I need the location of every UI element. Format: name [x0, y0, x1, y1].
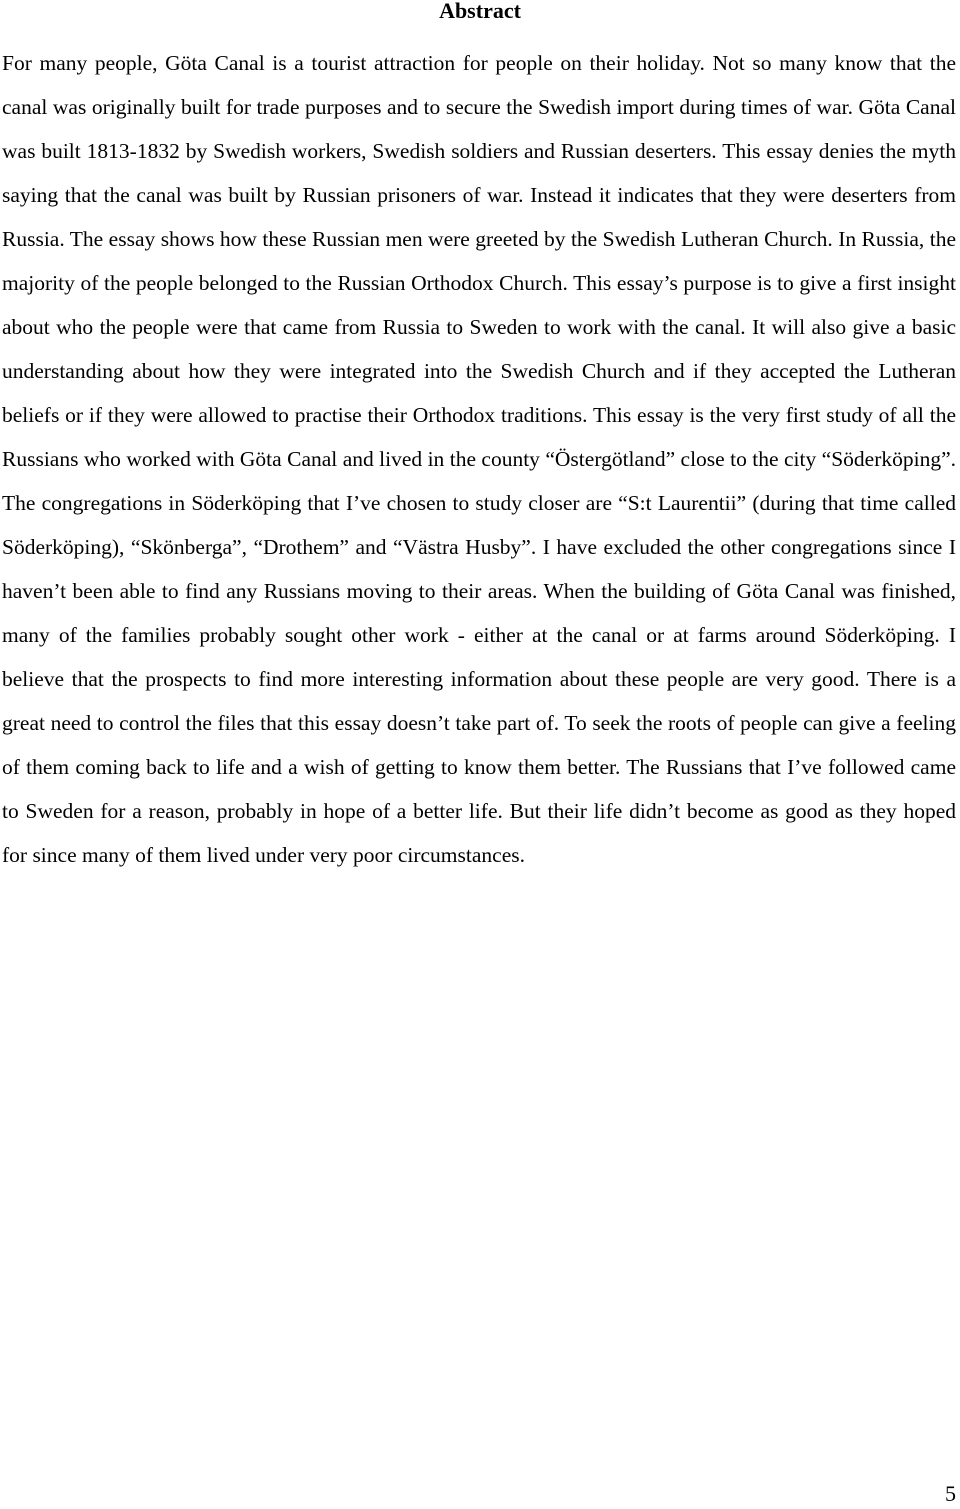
- abstract-heading: Abstract: [439, 0, 521, 23]
- page-number: 5: [945, 1481, 956, 1506]
- abstract-paragraph: For many people, Göta Canal is a tourist attraction for people on their holiday. Not so many know that the canal was originally built for trade purposes and to secure the Swedish import during times of war. Göta Canal was built 1813-1832 by Swedish workers, Swedish soldiers and Russian deserters. This essay denies the myth saying that the canal was built by Russian prisoners of war. Instead it indicates that they were deserters from Russia. The essay shows how these Russian men were greeted by the Swedish Lutheran Church. In Russia, the majority of the people belonged to the Russian Orthodox Church. This essay’s purpose is to give a first insight about who the people were that came from Russia to Sweden to work with the canal. It will also give a basic understanding about how they were integrated into the Swedish Church and if they accepted the Lutheran beliefs or if they were allowed to practise their Orthodox traditions. This essay is the very first study of all the Russians who worked with Göta Canal and lived in the county “Östergötland” close to the city “Söderköping”. The congregations in Söderköping that I’ve chosen to study closer are “S:t Laurentii” (during that time called Söderköping), “Skönberga”, “Drothem” and “Västra Husby”. I have excluded the other congregations since I haven’t been able to find any Russians moving to their areas. When the building of Göta Canal was finished, many of the families probably sought other work - either at the canal or at farms around Söderköping. I believe that the prospects to find more interesting information about these people are very good. There is a great need to control the files that this essay doesn’t take part of. To seek the roots of people can give a feeling of them coming back to life and a wish of getting to know them better. The Russians that I’ve followed came to Sweden for a reason, probably in hope of a better life. But their life didn’t become as good as they hoped for since many of them lived under very poor circumstances.: [2, 51, 956, 867]
